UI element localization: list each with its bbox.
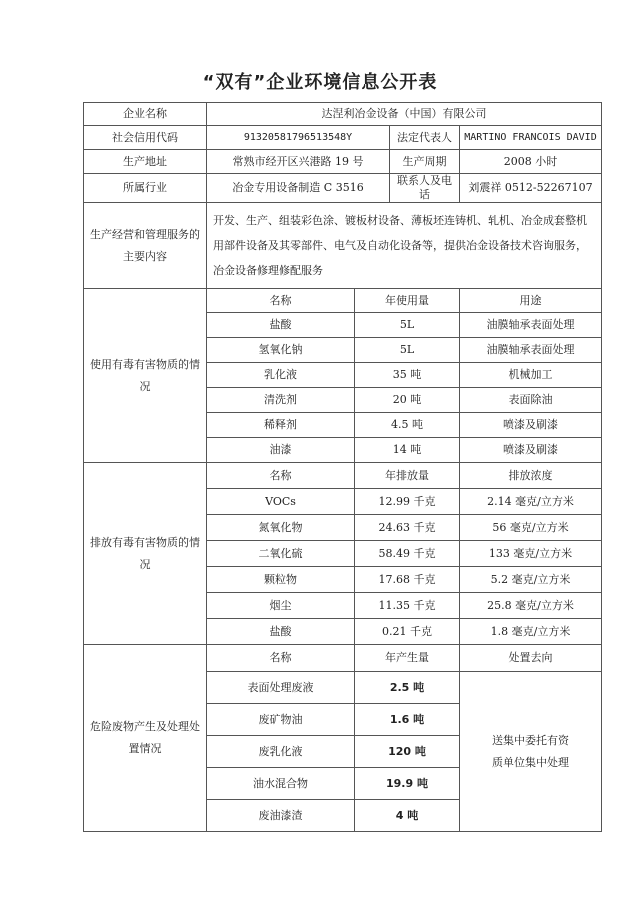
toxic-use-header-row xyxy=(84,289,602,313)
table-cell: 20 吨 xyxy=(355,388,460,413)
company-name-value: 达涅利冶金设备（中国）有限公司 xyxy=(207,103,602,126)
table-cell: 58.49 千克 xyxy=(355,541,460,567)
column-header: 名称 xyxy=(207,463,355,489)
table-cell: VOCs xyxy=(207,489,355,515)
table-cell: 表面除油 xyxy=(460,388,602,413)
address-value: 常熟市经开区兴港路 19 号 xyxy=(207,150,390,174)
table-cell: 11.35 千克 xyxy=(355,593,460,619)
toxic-use-section-label: 使用有毒有害物质的情况 xyxy=(84,289,207,463)
table-cell: 颗粒物 xyxy=(207,567,355,593)
business-scope-value: 开发、生产、组装彩色涂、镀板材设备、薄板坯连铸机、轧机、冶金成套整机用部件设备及其零部件、电气及自动化设备等，提供冶金设备技术咨询服务，冶金设备修理修配服务 xyxy=(207,203,602,289)
table-cell: 133 毫克/立方米 xyxy=(460,541,602,567)
column-header: 处置去向 xyxy=(460,645,602,672)
table-cell: 油膜轴承表面处理 xyxy=(460,338,602,363)
industry-value: 冶金专用设备制造 C 3516 xyxy=(207,174,390,203)
table-cell: 喷漆及刷漆 xyxy=(460,413,602,438)
table-cell: 4.5 吨 xyxy=(355,413,460,438)
disclosure-table xyxy=(83,102,602,832)
table-cell: 56 毫克/立方米 xyxy=(460,515,602,541)
table-cell: 表面处理废液 xyxy=(207,672,355,704)
table-cell: 2.5 吨 xyxy=(355,672,460,704)
table-cell: 盐酸 xyxy=(207,619,355,645)
table-cell: 盐酸 xyxy=(207,313,355,338)
table-cell: 氮氧化物 xyxy=(207,515,355,541)
column-header: 排放浓度 xyxy=(460,463,602,489)
hazardous-waste-section-label: 危险废物产生及处理处置情况 xyxy=(84,645,207,832)
column-header: 年产生量 xyxy=(355,645,460,672)
table-cell: 5.2 毫克/立方米 xyxy=(460,567,602,593)
row-industry xyxy=(84,174,602,203)
address-label: 生产地址 xyxy=(84,150,207,174)
period-value: 2008 小时 xyxy=(460,150,602,174)
table-cell: 14 吨 xyxy=(355,438,460,463)
table-cell: 废油漆渣 xyxy=(207,800,355,832)
table-cell: 清洗剂 xyxy=(207,388,355,413)
toxic-emission-section-label: 排放有毒有害物质的情况 xyxy=(84,463,207,645)
row-address xyxy=(84,150,602,174)
table-cell: 油水混合物 xyxy=(207,768,355,800)
row-business-scope xyxy=(84,203,602,289)
table-cell: 乳化液 xyxy=(207,363,355,388)
table-cell: 废矿物油 xyxy=(207,704,355,736)
table-cell: 5L xyxy=(355,338,460,363)
table-cell: 氢氧化钠 xyxy=(207,338,355,363)
contact-label: 联系人及电话 xyxy=(390,174,460,203)
credit-code-value: 91320581796513548Y xyxy=(207,126,390,150)
table-cell: 2.14 毫克/立方米 xyxy=(460,489,602,515)
table-cell: 废乳化液 xyxy=(207,736,355,768)
toxic-emission-header-row xyxy=(84,463,602,489)
table-cell: 1.6 吨 xyxy=(355,704,460,736)
column-header: 年使用量 xyxy=(355,289,460,313)
period-label: 生产周期 xyxy=(390,150,460,174)
legal-rep-value: MARTINO FRANCOIS DAVID xyxy=(460,126,602,150)
table-cell: 12.99 千克 xyxy=(355,489,460,515)
table-cell: 17.68 千克 xyxy=(355,567,460,593)
page-title: “双有”企业环境信息公开表 xyxy=(202,72,438,93)
disposal-destination: 送集中委托有资质单位集中处理 xyxy=(460,672,602,832)
industry-label: 所属行业 xyxy=(84,174,207,203)
table-cell: 120 吨 xyxy=(355,736,460,768)
column-header: 名称 xyxy=(207,645,355,672)
table-cell: 二氧化硫 xyxy=(207,541,355,567)
row-credit-code xyxy=(84,126,602,150)
table-cell: 25.8 毫克/立方米 xyxy=(460,593,602,619)
table-cell: 0.21 千克 xyxy=(355,619,460,645)
table-cell: 19.9 吨 xyxy=(355,768,460,800)
business-scope-label: 生产经营和管理服务的主要内容 xyxy=(84,203,207,289)
hazardous-waste-header-row xyxy=(84,645,602,672)
table-cell: 1.8 毫克/立方米 xyxy=(460,619,602,645)
column-header: 名称 xyxy=(207,289,355,313)
table-cell: 烟尘 xyxy=(207,593,355,619)
table-cell: 35 吨 xyxy=(355,363,460,388)
row-company-name xyxy=(84,103,602,126)
column-header: 年排放量 xyxy=(355,463,460,489)
table-cell: 机械加工 xyxy=(460,363,602,388)
table-cell: 5L xyxy=(355,313,460,338)
credit-code-label: 社会信用代码 xyxy=(84,126,207,150)
table-cell: 油膜轴承表面处理 xyxy=(460,313,602,338)
contact-value: 刘震祥 0512-52267107 xyxy=(460,174,602,203)
company-name-label: 企业名称 xyxy=(84,103,207,126)
table-cell: 油漆 xyxy=(207,438,355,463)
table-cell: 4 吨 xyxy=(355,800,460,832)
column-header: 用途 xyxy=(460,289,602,313)
legal-rep-label: 法定代表人 xyxy=(390,126,460,150)
table-cell: 喷漆及刷漆 xyxy=(460,438,602,463)
table-cell: 稀释剂 xyxy=(207,413,355,438)
table-cell: 24.63 千克 xyxy=(355,515,460,541)
